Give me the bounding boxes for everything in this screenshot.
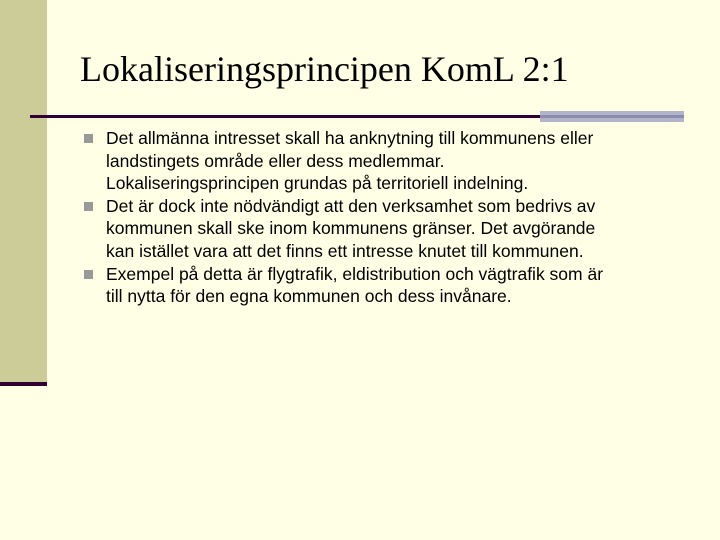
square-bullet-icon (84, 202, 93, 211)
square-bullet-icon (84, 270, 93, 279)
square-bullet-icon (84, 134, 93, 143)
bullet-line: kommunen skall ske inom kommunens gränser. Det avgörande (106, 218, 596, 239)
left-band-underline (0, 382, 47, 386)
title-divider-accent-line (540, 115, 684, 118)
bullet-line: Det allmänna intresset skall ha anknytning till kommunens eller (106, 128, 594, 148)
bullet-item (84, 127, 684, 195)
bullet-line: landstingets område eller dess medlemmar. (106, 150, 445, 171)
bullet-line: kan istället vara att det finns ett intresse knutet till kommunen. (106, 240, 584, 261)
bullet-item (84, 263, 684, 308)
bullet-list (84, 127, 684, 308)
bullet-line: Lokaliseringsprincipen grundas på territoriell indelning. (106, 173, 529, 194)
slide-title: Lokaliseringsprincipen KomL 2:1 (80, 49, 569, 89)
left-decorative-band (0, 0, 47, 386)
bullet-line: Det är dock inte nödvändigt att den verksamhet som bedrivs av (106, 195, 596, 216)
bullet-line: Exempel på detta är flygtrafik, eldistribution och vägtrafik som är (106, 263, 604, 284)
bullet-item (84, 195, 684, 263)
bullet-line: till nytta för den egna kommunen och dess invånare. (106, 286, 512, 307)
